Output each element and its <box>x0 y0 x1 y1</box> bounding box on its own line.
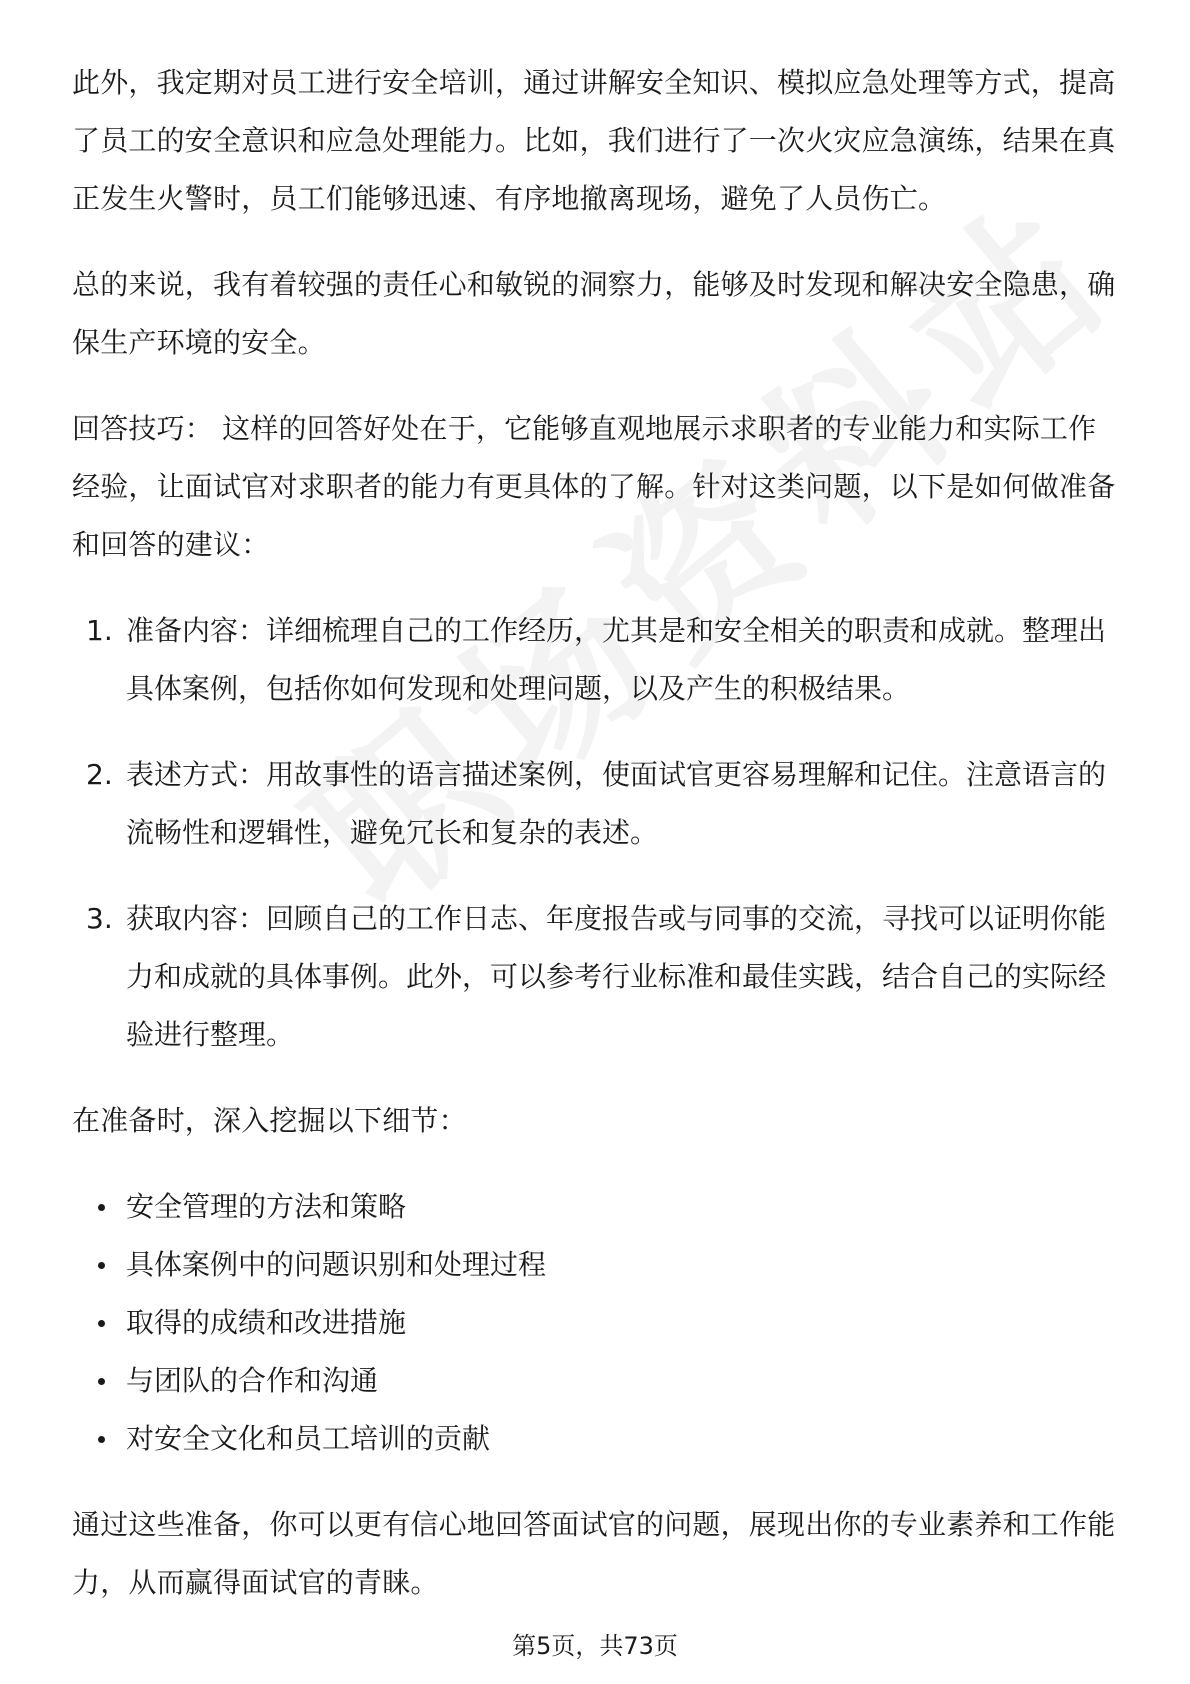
page-number-footer: 第5页，共73页 <box>512 1632 678 1660</box>
tip-item <box>72 746 1122 862</box>
page-content <box>72 54 1122 1640</box>
bullet-icon <box>98 1320 105 1327</box>
detail-item <box>72 1178 1122 1236</box>
bullet-icon <box>98 1436 105 1443</box>
detail-text: 安全管理的方法和策略 <box>126 1190 407 1223</box>
details-intro: 在准备时，深入挖掘以下细节： <box>72 1104 467 1137</box>
paragraph-closing: 通过这些准备，你可以更有信心地回答面试官的问题，展现出你的专业素养和工作能力，从而赢得面试官的青睐。 <box>72 1508 1116 1599</box>
tips-list <box>72 602 1122 1064</box>
paragraph-training: 此外，我定期对员工进行安全培训，通过讲解安全知识、模拟应急处理等方式，提高了员工的安全意识和应急处理能力。比如，我们进行了一次火灾应急演练，结果在真正发生火警时，员工们能够迅速、有序地撤离现场，避免了人员伤亡。 <box>72 66 1116 215</box>
paragraph-summary: 总的来说，我有着较强的责任心和敏锐的洞察力，能够及时发现和解决安全隐患，确保生产环境的安全。 <box>72 268 1116 359</box>
tip-item <box>72 602 1122 718</box>
tip-text: 获取内容：回顾自己的工作日志、年度报告或与同事的交流，寻找可以证明你能力和成就的具体事例。此外，可以参考行业标准和最佳实践，结合自己的实际经验进行整理。 <box>126 902 1107 1051</box>
tip-number: 2. <box>86 758 113 791</box>
tip-number: 3. <box>86 902 113 935</box>
tip-item <box>72 890 1122 1064</box>
detail-text: 取得的成绩和改进措施 <box>126 1306 407 1339</box>
tip-number: 1. <box>86 614 113 647</box>
detail-text: 对安全文化和员工培训的贡献 <box>126 1422 491 1455</box>
bullet-icon <box>98 1204 105 1211</box>
detail-item <box>72 1294 1122 1352</box>
bullet-icon <box>98 1262 105 1269</box>
detail-text: 具体案例中的问题识别和处理过程 <box>126 1248 547 1281</box>
detail-item <box>72 1410 1122 1468</box>
details-list <box>72 1178 1122 1468</box>
bullet-icon <box>98 1378 105 1385</box>
tip-text: 表述方式：用故事性的语言描述案例，使面试官更容易理解和记住。注意语言的流畅性和逻辑性，避免冗长和复杂的表述。 <box>126 758 1107 849</box>
detail-text: 与团队的合作和沟通 <box>126 1364 379 1397</box>
detail-item <box>72 1352 1122 1410</box>
detail-item <box>72 1236 1122 1294</box>
paragraph-answer-tips: 回答技巧： 这样的回答好处在于，它能够直观地展示求职者的专业能力和实际工作经验，让面试官对求职者的能力有更具体的了解。针对这类问题，以下是如何做准备和回答的建议： <box>72 412 1116 561</box>
tip-text: 准备内容：详细梳理自己的工作经历，尤其是和安全相关的职责和成就。整理出具体案例，包括你如何发现和处理问题，以及产生的积极结果。 <box>126 614 1107 705</box>
